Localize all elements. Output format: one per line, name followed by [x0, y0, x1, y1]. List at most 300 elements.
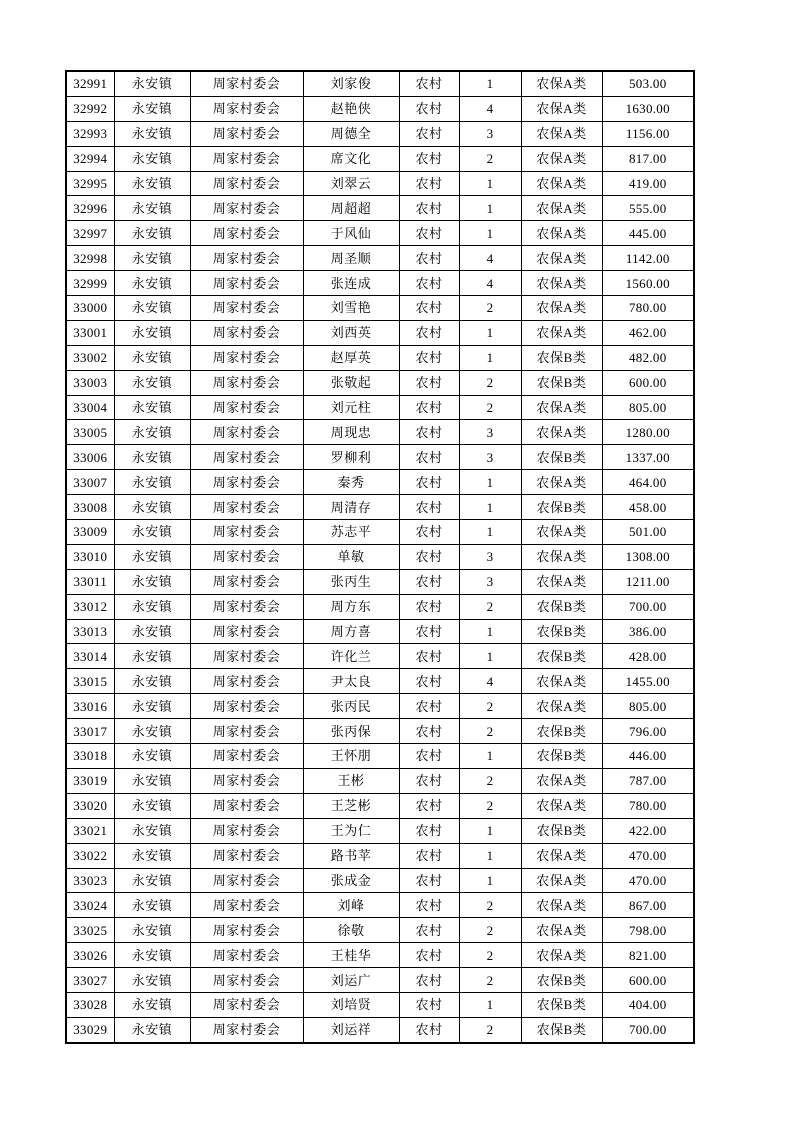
cell-record-id: 33016 [66, 694, 114, 719]
cell-amount: 1560.00 [602, 271, 694, 296]
cell-person-count: 1 [459, 71, 521, 96]
table-row [66, 594, 694, 619]
cell-town: 永安镇 [114, 246, 190, 271]
cell-village-committee: 周家村委会 [190, 246, 303, 271]
cell-record-id: 33009 [66, 520, 114, 545]
cell-household-type: 农村 [399, 992, 459, 1017]
cell-person-name: 赵厚英 [303, 345, 399, 370]
cell-village-committee: 周家村委会 [190, 968, 303, 993]
cell-town: 永安镇 [114, 221, 190, 246]
cell-person-count: 1 [459, 495, 521, 520]
cell-insurance-category: 农保A类 [521, 893, 602, 918]
cell-village-committee: 周家村委会 [190, 221, 303, 246]
cell-record-id: 32993 [66, 121, 114, 146]
cell-village-committee: 周家村委会 [190, 271, 303, 296]
cell-amount: 404.00 [602, 992, 694, 1017]
cell-record-id: 33001 [66, 320, 114, 345]
cell-amount: 805.00 [602, 395, 694, 420]
cell-household-type: 农村 [399, 918, 459, 943]
cell-amount: 503.00 [602, 71, 694, 96]
cell-village-committee: 周家村委会 [190, 146, 303, 171]
cell-record-id: 32998 [66, 246, 114, 271]
cell-person-count: 3 [459, 544, 521, 569]
cell-household-type: 农村 [399, 744, 459, 769]
cell-insurance-category: 农保A类 [521, 520, 602, 545]
cell-insurance-category: 农保A类 [521, 420, 602, 445]
table-row [66, 171, 694, 196]
cell-village-committee: 周家村委会 [190, 345, 303, 370]
cell-record-id: 32996 [66, 196, 114, 221]
cell-person-name: 周现忠 [303, 420, 399, 445]
cell-person-count: 2 [459, 370, 521, 395]
cell-person-count: 1 [459, 644, 521, 669]
cell-person-count: 1 [459, 470, 521, 495]
cell-person-count: 4 [459, 669, 521, 694]
cell-amount: 470.00 [602, 843, 694, 868]
cell-household-type: 农村 [399, 669, 459, 694]
cell-person-name: 罗柳利 [303, 445, 399, 470]
cell-person-name: 徐敬 [303, 918, 399, 943]
cell-amount: 1630.00 [602, 96, 694, 121]
cell-person-count: 4 [459, 271, 521, 296]
cell-village-committee: 周家村委会 [190, 121, 303, 146]
cell-insurance-category: 农保B类 [521, 719, 602, 744]
cell-record-id: 32992 [66, 96, 114, 121]
cell-insurance-category: 农保A类 [521, 271, 602, 296]
cell-person-count: 2 [459, 918, 521, 943]
cell-record-id: 33012 [66, 594, 114, 619]
cell-village-committee: 周家村委会 [190, 1017, 303, 1042]
cell-town: 永安镇 [114, 196, 190, 221]
cell-person-count: 1 [459, 619, 521, 644]
cell-town: 永安镇 [114, 768, 190, 793]
cell-insurance-category: 农保B类 [521, 744, 602, 769]
cell-record-id: 33000 [66, 296, 114, 321]
cell-household-type: 农村 [399, 843, 459, 868]
cell-record-id: 33017 [66, 719, 114, 744]
cell-person-name: 于风仙 [303, 221, 399, 246]
cell-town: 永安镇 [114, 420, 190, 445]
cell-person-name: 王为仁 [303, 818, 399, 843]
cell-person-count: 1 [459, 345, 521, 370]
cell-household-type: 农村 [399, 146, 459, 171]
cell-insurance-category: 农保A类 [521, 71, 602, 96]
cell-person-count: 3 [459, 420, 521, 445]
cell-household-type: 农村 [399, 968, 459, 993]
cell-person-count: 3 [459, 445, 521, 470]
cell-amount: 867.00 [602, 893, 694, 918]
cell-record-id: 33020 [66, 793, 114, 818]
cell-person-name: 周方东 [303, 594, 399, 619]
cell-record-id: 33013 [66, 619, 114, 644]
cell-household-type: 农村 [399, 694, 459, 719]
cell-town: 永安镇 [114, 893, 190, 918]
cell-amount: 796.00 [602, 719, 694, 744]
cell-amount: 780.00 [602, 793, 694, 818]
cell-town: 永安镇 [114, 296, 190, 321]
cell-town: 永安镇 [114, 918, 190, 943]
cell-person-name: 刘运广 [303, 968, 399, 993]
cell-village-committee: 周家村委会 [190, 395, 303, 420]
cell-amount: 805.00 [602, 694, 694, 719]
cell-town: 永安镇 [114, 395, 190, 420]
table-row [66, 71, 694, 96]
cell-village-committee: 周家村委会 [190, 420, 303, 445]
cell-household-type: 农村 [399, 943, 459, 968]
cell-village-committee: 周家村委会 [190, 818, 303, 843]
cell-record-id: 32997 [66, 221, 114, 246]
cell-record-id: 33023 [66, 868, 114, 893]
cell-household-type: 农村 [399, 544, 459, 569]
cell-household-type: 农村 [399, 793, 459, 818]
cell-household-type: 农村 [399, 768, 459, 793]
cell-insurance-category: 农保A类 [521, 171, 602, 196]
cell-amount: 428.00 [602, 644, 694, 669]
table-row [66, 320, 694, 345]
cell-person-count: 2 [459, 594, 521, 619]
cell-amount: 780.00 [602, 296, 694, 321]
cell-record-id: 33024 [66, 893, 114, 918]
cell-person-count: 2 [459, 694, 521, 719]
cell-person-name: 周圣顺 [303, 246, 399, 271]
cell-insurance-category: 农保A类 [521, 943, 602, 968]
cell-person-name: 周超超 [303, 196, 399, 221]
cell-household-type: 农村 [399, 594, 459, 619]
cell-amount: 446.00 [602, 744, 694, 769]
cell-insurance-category: 农保B类 [521, 1017, 602, 1042]
cell-town: 永安镇 [114, 569, 190, 594]
cell-person-name: 周清存 [303, 495, 399, 520]
cell-person-count: 4 [459, 246, 521, 271]
table-row [66, 968, 694, 993]
cell-insurance-category: 农保A类 [521, 868, 602, 893]
cell-insurance-category: 农保A类 [521, 221, 602, 246]
cell-town: 永安镇 [114, 121, 190, 146]
cell-household-type: 农村 [399, 520, 459, 545]
table-row [66, 420, 694, 445]
cell-household-type: 农村 [399, 345, 459, 370]
cell-town: 永安镇 [114, 644, 190, 669]
cell-insurance-category: 农保A类 [521, 694, 602, 719]
cell-person-count: 1 [459, 868, 521, 893]
table-row [66, 943, 694, 968]
cell-village-committee: 周家村委会 [190, 495, 303, 520]
cell-amount: 501.00 [602, 520, 694, 545]
cell-town: 永安镇 [114, 619, 190, 644]
table-row [66, 619, 694, 644]
cell-person-count: 4 [459, 96, 521, 121]
cell-person-count: 1 [459, 320, 521, 345]
cell-amount: 700.00 [602, 1017, 694, 1042]
cell-insurance-category: 农保B类 [521, 345, 602, 370]
cell-insurance-category: 农保B类 [521, 594, 602, 619]
cell-person-name: 刘翠云 [303, 171, 399, 196]
table-row [66, 96, 694, 121]
cell-amount: 1211.00 [602, 569, 694, 594]
table-row [66, 196, 694, 221]
table-row [66, 918, 694, 943]
table-row [66, 868, 694, 893]
cell-village-committee: 周家村委会 [190, 669, 303, 694]
cell-household-type: 农村 [399, 271, 459, 296]
cell-record-id: 33007 [66, 470, 114, 495]
cell-person-name: 张成金 [303, 868, 399, 893]
cell-town: 永安镇 [114, 171, 190, 196]
cell-amount: 422.00 [602, 818, 694, 843]
cell-record-id: 33025 [66, 918, 114, 943]
cell-person-count: 3 [459, 569, 521, 594]
cell-person-count: 1 [459, 843, 521, 868]
cell-amount: 700.00 [602, 594, 694, 619]
cell-insurance-category: 农保A类 [521, 843, 602, 868]
cell-village-committee: 周家村委会 [190, 544, 303, 569]
cell-insurance-category: 农保B类 [521, 644, 602, 669]
cell-person-count: 2 [459, 146, 521, 171]
cell-household-type: 农村 [399, 221, 459, 246]
cell-insurance-category: 农保B类 [521, 619, 602, 644]
cell-amount: 1455.00 [602, 669, 694, 694]
cell-insurance-category: 农保A类 [521, 669, 602, 694]
table-row [66, 246, 694, 271]
cell-record-id: 33026 [66, 943, 114, 968]
cell-town: 永安镇 [114, 744, 190, 769]
cell-person-name: 张敬起 [303, 370, 399, 395]
cell-insurance-category: 农保A类 [521, 793, 602, 818]
cell-town: 永安镇 [114, 495, 190, 520]
cell-record-id: 33006 [66, 445, 114, 470]
cell-insurance-category: 农保A类 [521, 96, 602, 121]
cell-record-id: 33003 [66, 370, 114, 395]
table-row [66, 694, 694, 719]
cell-person-count: 2 [459, 296, 521, 321]
cell-person-name: 刘培贤 [303, 992, 399, 1017]
table-row [66, 345, 694, 370]
cell-person-count: 1 [459, 196, 521, 221]
cell-person-name: 王彬 [303, 768, 399, 793]
cell-insurance-category: 农保A类 [521, 146, 602, 171]
cell-insurance-category: 农保B类 [521, 495, 602, 520]
cell-village-committee: 周家村委会 [190, 768, 303, 793]
cell-amount: 1308.00 [602, 544, 694, 569]
cell-household-type: 农村 [399, 893, 459, 918]
cell-person-count: 3 [459, 121, 521, 146]
cell-person-count: 2 [459, 893, 521, 918]
cell-village-committee: 周家村委会 [190, 370, 303, 395]
cell-village-committee: 周家村委会 [190, 893, 303, 918]
table-row [66, 445, 694, 470]
cell-town: 永安镇 [114, 320, 190, 345]
cell-person-count: 1 [459, 221, 521, 246]
cell-record-id: 33010 [66, 544, 114, 569]
cell-household-type: 农村 [399, 818, 459, 843]
cell-household-type: 农村 [399, 644, 459, 669]
cell-household-type: 农村 [399, 719, 459, 744]
cell-town: 永安镇 [114, 71, 190, 96]
cell-village-committee: 周家村委会 [190, 719, 303, 744]
cell-insurance-category: 农保A类 [521, 246, 602, 271]
cell-town: 永安镇 [114, 146, 190, 171]
cell-town: 永安镇 [114, 470, 190, 495]
cell-person-name: 周德全 [303, 121, 399, 146]
cell-household-type: 农村 [399, 495, 459, 520]
cell-person-count: 2 [459, 968, 521, 993]
cell-record-id: 33008 [66, 495, 114, 520]
cell-person-count: 1 [459, 744, 521, 769]
cell-record-id: 32995 [66, 171, 114, 196]
cell-town: 永安镇 [114, 694, 190, 719]
cell-person-name: 许化兰 [303, 644, 399, 669]
cell-person-name: 路书苹 [303, 843, 399, 868]
cell-person-name: 张丙民 [303, 694, 399, 719]
cell-village-committee: 周家村委会 [190, 992, 303, 1017]
cell-household-type: 农村 [399, 619, 459, 644]
cell-town: 永安镇 [114, 370, 190, 395]
table-row [66, 146, 694, 171]
table-row [66, 221, 694, 246]
cell-amount: 555.00 [602, 196, 694, 221]
cell-person-name: 席文化 [303, 146, 399, 171]
records-table-body [66, 71, 694, 1043]
cell-person-name: 王桂华 [303, 943, 399, 968]
table-row [66, 121, 694, 146]
table-row [66, 744, 694, 769]
cell-village-committee: 周家村委会 [190, 694, 303, 719]
cell-village-committee: 周家村委会 [190, 793, 303, 818]
cell-amount: 470.00 [602, 868, 694, 893]
cell-person-name: 苏志平 [303, 520, 399, 545]
table-row [66, 569, 694, 594]
cell-record-id: 33004 [66, 395, 114, 420]
table-row [66, 843, 694, 868]
cell-village-committee: 周家村委会 [190, 744, 303, 769]
cell-village-committee: 周家村委会 [190, 569, 303, 594]
cell-insurance-category: 农保A类 [521, 768, 602, 793]
cell-amount: 1156.00 [602, 121, 694, 146]
cell-amount: 464.00 [602, 470, 694, 495]
table-row [66, 271, 694, 296]
table-row [66, 768, 694, 793]
cell-insurance-category: 农保A类 [521, 121, 602, 146]
cell-household-type: 农村 [399, 470, 459, 495]
cell-person-count: 2 [459, 719, 521, 744]
cell-amount: 798.00 [602, 918, 694, 943]
cell-household-type: 农村 [399, 395, 459, 420]
cell-record-id: 32999 [66, 271, 114, 296]
cell-town: 永安镇 [114, 345, 190, 370]
cell-amount: 462.00 [602, 320, 694, 345]
cell-town: 永安镇 [114, 520, 190, 545]
cell-insurance-category: 农保B类 [521, 445, 602, 470]
cell-record-id: 33011 [66, 569, 114, 594]
cell-household-type: 农村 [399, 569, 459, 594]
cell-person-name: 秦秀 [303, 470, 399, 495]
cell-household-type: 农村 [399, 420, 459, 445]
cell-village-committee: 周家村委会 [190, 470, 303, 495]
table-row [66, 495, 694, 520]
cell-household-type: 农村 [399, 445, 459, 470]
table-row [66, 818, 694, 843]
cell-town: 永安镇 [114, 1017, 190, 1042]
cell-town: 永安镇 [114, 793, 190, 818]
cell-person-name: 刘家俊 [303, 71, 399, 96]
cell-town: 永安镇 [114, 594, 190, 619]
cell-person-name: 刘西英 [303, 320, 399, 345]
cell-person-name: 张连成 [303, 271, 399, 296]
cell-person-count: 2 [459, 768, 521, 793]
cell-household-type: 农村 [399, 296, 459, 321]
cell-town: 永安镇 [114, 868, 190, 893]
cell-person-count: 1 [459, 520, 521, 545]
cell-household-type: 农村 [399, 171, 459, 196]
cell-person-name: 周方喜 [303, 619, 399, 644]
cell-household-type: 农村 [399, 370, 459, 395]
table-row [66, 719, 694, 744]
cell-person-name: 张丙保 [303, 719, 399, 744]
cell-record-id: 33015 [66, 669, 114, 694]
cell-household-type: 农村 [399, 121, 459, 146]
cell-household-type: 农村 [399, 1017, 459, 1042]
cell-amount: 817.00 [602, 146, 694, 171]
cell-household-type: 农村 [399, 246, 459, 271]
table-row [66, 395, 694, 420]
cell-town: 永安镇 [114, 96, 190, 121]
cell-village-committee: 周家村委会 [190, 171, 303, 196]
cell-insurance-category: 农保B类 [521, 370, 602, 395]
cell-record-id: 33022 [66, 843, 114, 868]
table-row [66, 893, 694, 918]
cell-insurance-category: 农保A类 [521, 296, 602, 321]
cell-village-committee: 周家村委会 [190, 520, 303, 545]
cell-insurance-category: 农保A类 [521, 470, 602, 495]
cell-household-type: 农村 [399, 196, 459, 221]
cell-insurance-category: 农保A类 [521, 320, 602, 345]
cell-household-type: 农村 [399, 320, 459, 345]
table-row [66, 470, 694, 495]
cell-record-id: 32991 [66, 71, 114, 96]
cell-village-committee: 周家村委会 [190, 96, 303, 121]
table-row [66, 644, 694, 669]
cell-amount: 821.00 [602, 943, 694, 968]
records-table [65, 70, 695, 1044]
cell-record-id: 33019 [66, 768, 114, 793]
cell-amount: 386.00 [602, 619, 694, 644]
cell-town: 永安镇 [114, 992, 190, 1017]
cell-village-committee: 周家村委会 [190, 644, 303, 669]
cell-household-type: 农村 [399, 71, 459, 96]
cell-person-name: 刘元柱 [303, 395, 399, 420]
cell-insurance-category: 农保A类 [521, 569, 602, 594]
table-row [66, 1017, 694, 1042]
cell-amount: 600.00 [602, 370, 694, 395]
cell-insurance-category: 农保A类 [521, 918, 602, 943]
cell-person-count: 1 [459, 818, 521, 843]
cell-person-name: 王怀朋 [303, 744, 399, 769]
cell-town: 永安镇 [114, 445, 190, 470]
cell-record-id: 33021 [66, 818, 114, 843]
cell-insurance-category: 农保A类 [521, 395, 602, 420]
cell-village-committee: 周家村委会 [190, 296, 303, 321]
cell-insurance-category: 农保B类 [521, 968, 602, 993]
cell-village-committee: 周家村委会 [190, 594, 303, 619]
table-row [66, 296, 694, 321]
cell-person-name: 单敏 [303, 544, 399, 569]
cell-village-committee: 周家村委会 [190, 619, 303, 644]
cell-town: 永安镇 [114, 669, 190, 694]
cell-person-count: 2 [459, 395, 521, 420]
cell-record-id: 33002 [66, 345, 114, 370]
table-row [66, 544, 694, 569]
cell-record-id: 33005 [66, 420, 114, 445]
